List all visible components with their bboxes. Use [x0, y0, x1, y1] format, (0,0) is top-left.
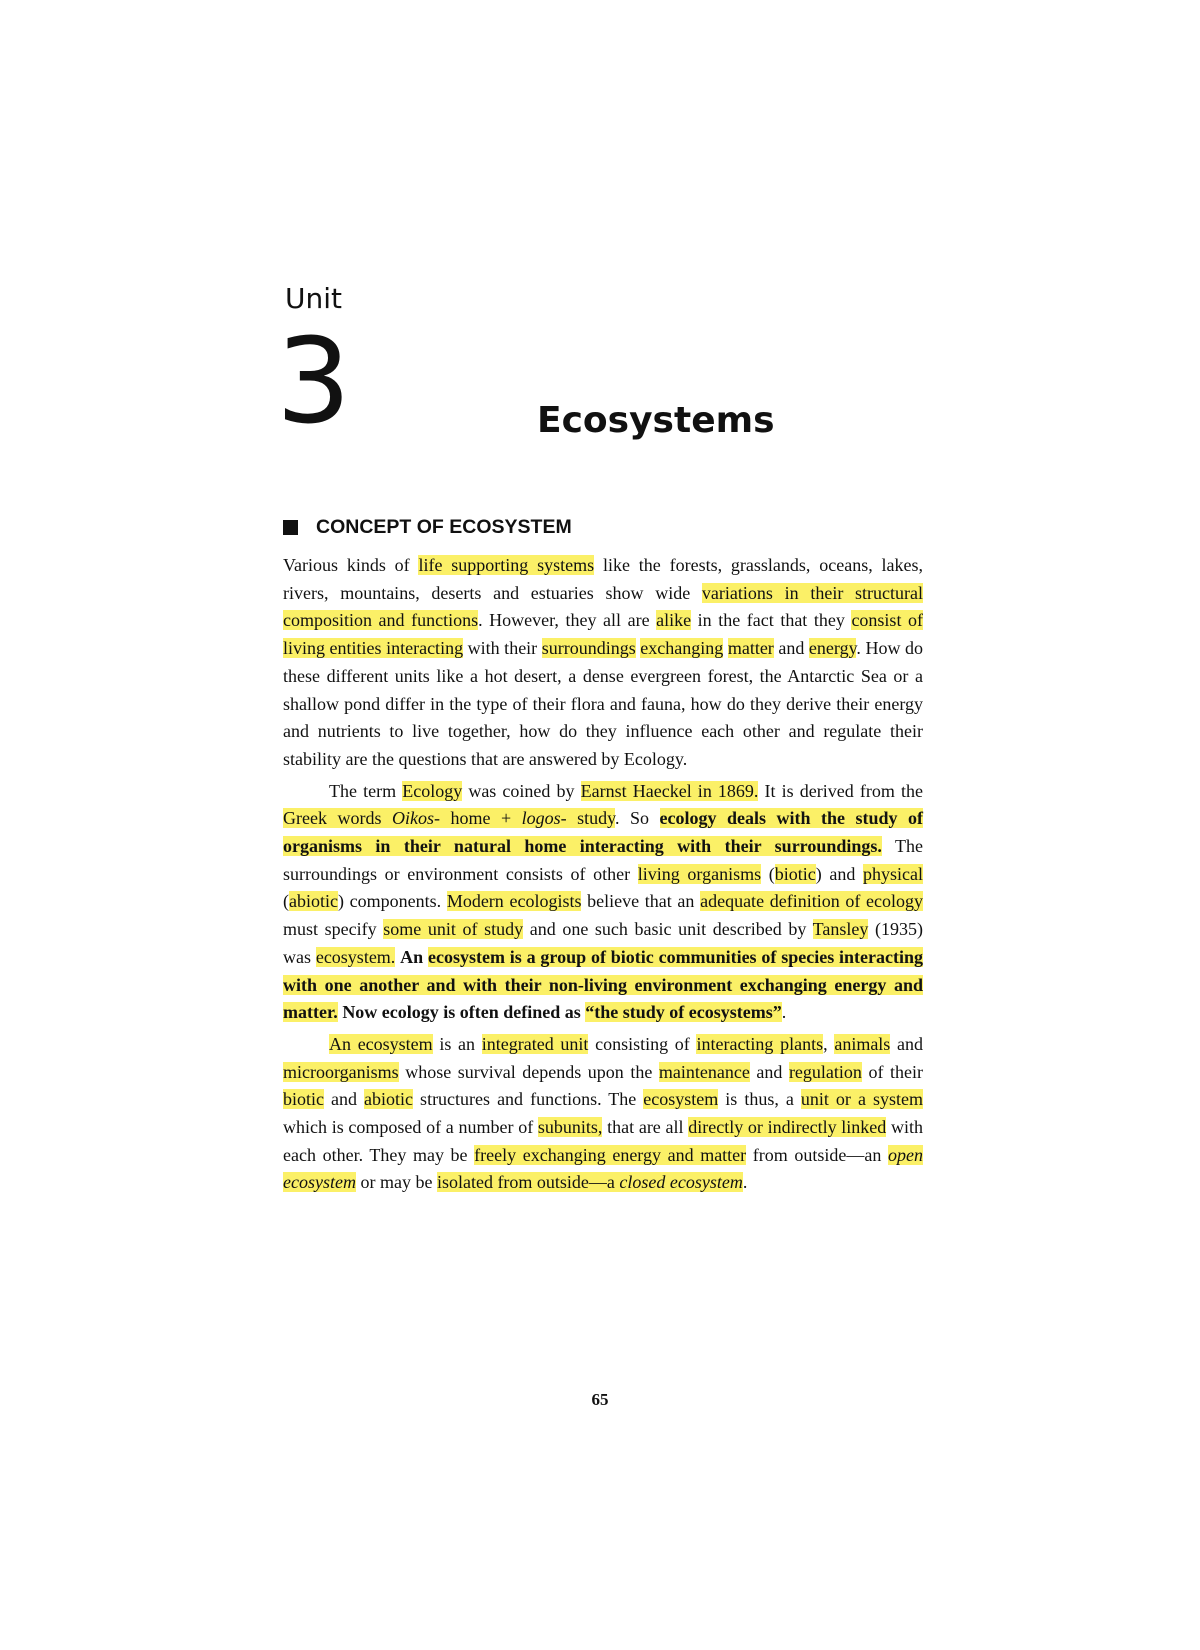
text-run: . So — [614, 808, 660, 829]
highlighted-text: surroundings — [541, 638, 636, 659]
text-run: which is composed of a number of — [283, 1117, 538, 1138]
highlighted-text: physical — [863, 863, 923, 884]
page-number: 65 — [591, 1390, 609, 1409]
text-run: ) and — [815, 863, 863, 884]
text-run: It is derived from the — [758, 780, 923, 801]
text-run: (1935) was — [283, 919, 923, 967]
chapter-title: Ecosystems — [537, 400, 775, 441]
highlighted-text: variations in their structural composition and functions — [283, 582, 924, 631]
text-run: . However, they all are — [478, 610, 657, 631]
text-run: . — [781, 1002, 787, 1023]
unit-label: Unit — [285, 282, 342, 315]
text-run: ( — [283, 891, 289, 912]
highlighted-text: open ecosystem — [283, 1144, 923, 1193]
text-run: The term — [329, 780, 403, 801]
highlighted-text: ecosystem is a group of biotic communities of species interacting with one another and with their non-living environment exchanging energy and matter. — [283, 946, 924, 1023]
highlighted-text: exchanging — [640, 638, 724, 659]
unit-number: 3 — [276, 312, 352, 450]
highlighted-text: biotic — [283, 1089, 324, 1110]
highlighted-text: Oikos — [391, 808, 434, 829]
highlighted-text: life supporting systems — [418, 555, 595, 575]
highlighted-text: - home + — [433, 808, 522, 829]
text-run: ) components. — [337, 891, 447, 912]
highlighted-text: ecosystem — [643, 1089, 719, 1110]
text-run: whose survival depends upon the — [398, 1061, 659, 1082]
text-run: The surroundings or environment consists of other — [283, 836, 923, 884]
text-run: and one such basic unit described by — [523, 919, 813, 940]
highlighted-text: Earnst Haeckel in 1869. — [580, 780, 759, 801]
text-run: and — [749, 1061, 789, 1082]
highlighted-text: - study — [560, 808, 615, 829]
highlighted-text: freely exchanging energy and matter — [474, 1144, 747, 1165]
highlighted-text: abiotic — [289, 891, 338, 912]
section-heading-text: CONCEPT OF ECOSYSTEM — [316, 516, 572, 538]
highlighted-text: energy — [808, 638, 857, 659]
body-text — [283, 552, 923, 1201]
highlighted-text: directly or indirectly linked — [688, 1117, 887, 1138]
highlighted-text: “the study of ecosystems” — [585, 1002, 782, 1023]
text-run: must specify — [283, 919, 384, 940]
highlighted-text: closed ecosystem — [619, 1172, 743, 1193]
text-run: Various kinds of — [283, 555, 419, 575]
text-run: Now ecology is often defined as — [337, 1002, 586, 1023]
highlighted-text: microorganisms — [283, 1061, 399, 1082]
paragraph — [283, 552, 923, 774]
text-run: that are all — [602, 1117, 689, 1138]
highlighted-text: some unit of study — [383, 919, 524, 940]
highlighted-text: logos — [521, 808, 561, 829]
highlighted-text: animals — [834, 1033, 891, 1054]
text-run: is an — [432, 1033, 482, 1054]
highlighted-text: interacting plants — [696, 1033, 824, 1054]
highlighted-text: ecosystem. — [315, 946, 396, 967]
text-run: and — [324, 1089, 365, 1110]
text-run: . How do these different units like a hot desert, a dense evergreen forest, the Antarctic Sea or a shallow pond differ in the type of their flora and fauna, how do they derive their energy and nutrients to live together, how do they influence each other and regulate their stability are the questions that are answered by Ecology. — [283, 638, 924, 769]
text-run: consisting of — [588, 1033, 697, 1054]
highlighted-text: biotic — [774, 863, 816, 884]
text-run: was coined by — [462, 780, 581, 801]
text-run: with each other. They may be — [283, 1117, 923, 1165]
text-run: An — [400, 946, 428, 967]
text-run: like the forests, grasslands, oceans, lakes, rivers, mountains, deserts and estuaries show wide — [283, 555, 924, 603]
highlighted-text: unit or a system — [800, 1089, 923, 1110]
highlighted-text: maintenance — [658, 1061, 750, 1082]
text-run: , — [823, 1033, 835, 1054]
text-run: ( — [761, 863, 775, 884]
paragraph — [283, 778, 923, 1027]
text-run: believe that an — [581, 891, 701, 912]
highlighted-text: adequate definition of ecology — [700, 891, 924, 912]
highlighted-text: ecology deals with the study of organisms in their natural home interacting with their surroundings. — [283, 808, 923, 857]
highlighted-text: An ecosystem — [329, 1033, 433, 1054]
highlighted-text: consist of living entities interacting — [283, 610, 923, 659]
highlighted-text: subunits, — [537, 1117, 603, 1138]
section-heading — [283, 516, 572, 539]
text-run: with their — [463, 638, 542, 659]
text-run: is thus, a — [718, 1089, 801, 1110]
text-run: from outside—an — [746, 1144, 888, 1165]
highlighted-text: living organisms — [637, 863, 762, 884]
highlighted-text: matter — [727, 638, 774, 659]
highlighted-text: isolated from outside—a — [436, 1172, 620, 1193]
paragraph — [283, 1031, 923, 1197]
text-run: of their — [861, 1061, 923, 1082]
text-run: . — [742, 1172, 748, 1193]
text-run: or may be — [355, 1172, 437, 1193]
text-run: and — [890, 1033, 924, 1054]
highlighted-text: abiotic — [364, 1089, 414, 1110]
highlighted-text: Modern ecologists — [446, 891, 582, 912]
highlighted-text: Ecology — [402, 780, 463, 801]
highlighted-text: Tansley — [812, 919, 869, 940]
text-run: in the fact that they — [691, 610, 852, 631]
text-run: and — [773, 638, 809, 659]
square-bullet-icon — [283, 520, 298, 535]
highlighted-text: integrated unit — [481, 1033, 589, 1054]
highlighted-text: alike — [656, 610, 692, 631]
text-run: structures and functions. The — [413, 1089, 644, 1110]
highlighted-text: regulation — [788, 1061, 862, 1082]
highlighted-text: Greek words — [283, 808, 392, 829]
